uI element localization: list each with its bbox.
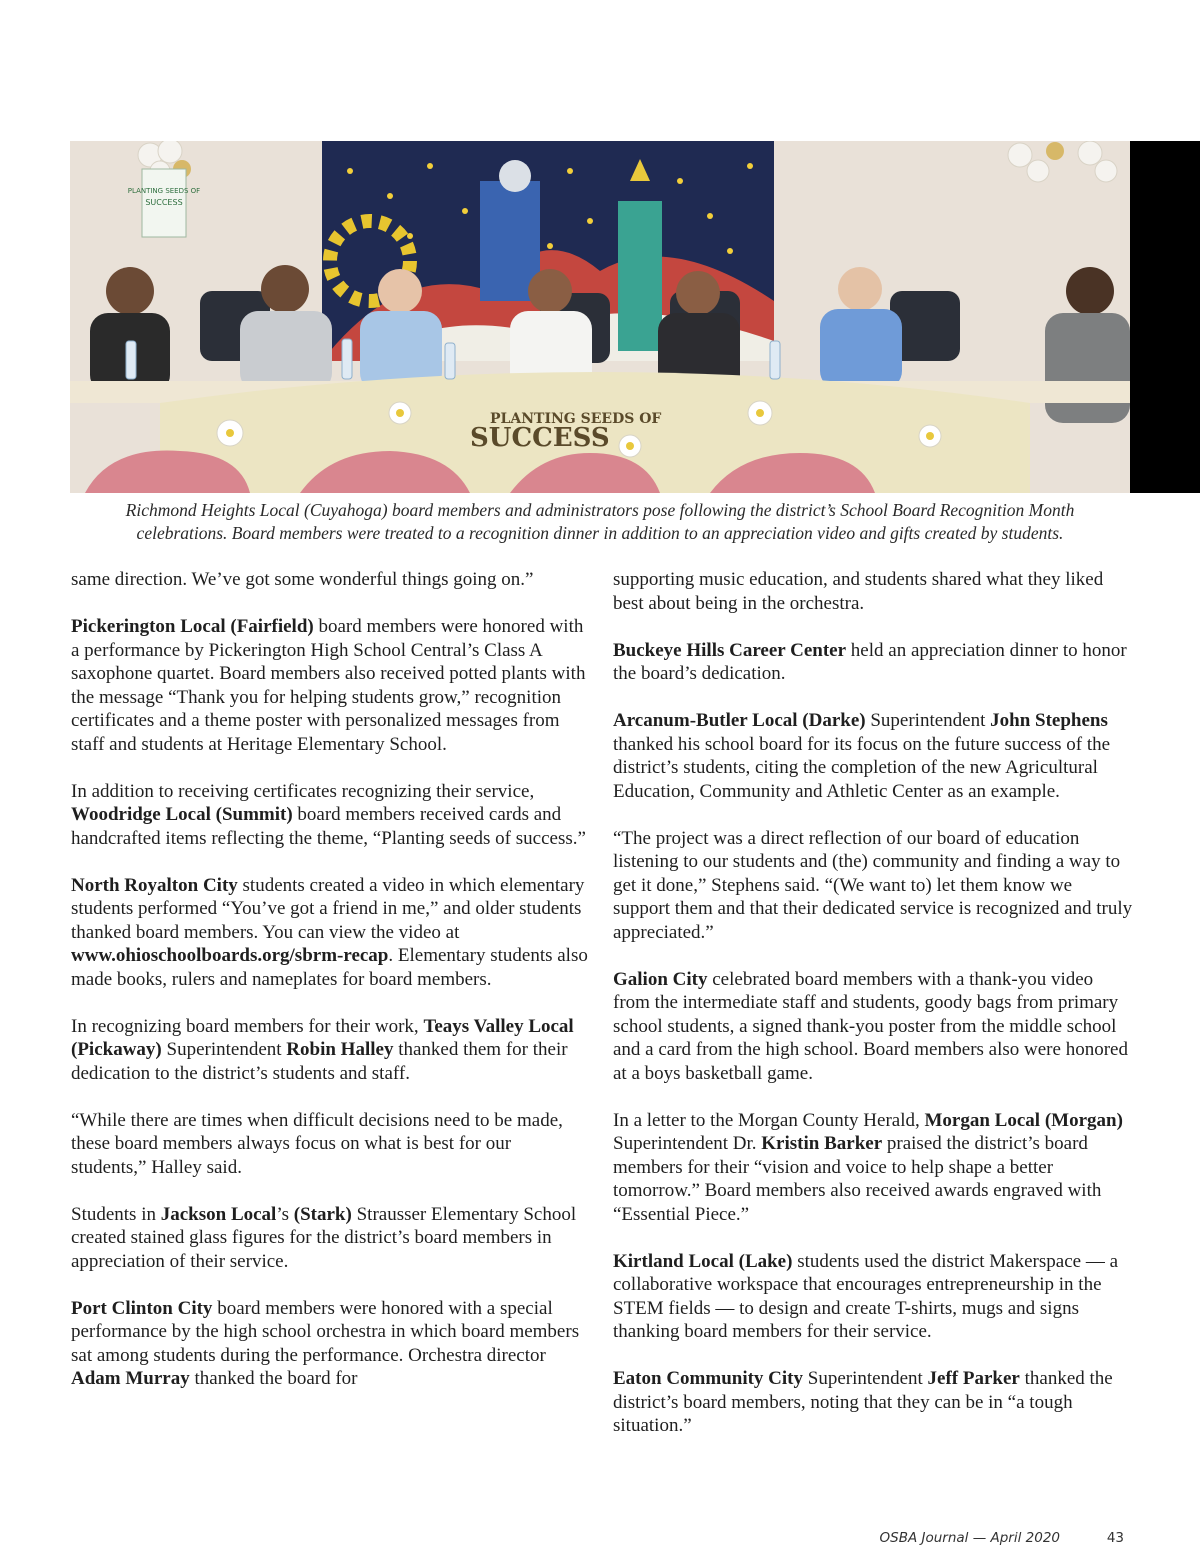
person-name: Kristin Barker — [761, 1133, 883, 1154]
paragraph-text: board members were honored with a special performance by the high school orchestra in which board members sat among students during the performance. Orchestra director — [71, 1297, 580, 1366]
person-name: Jeff Parker — [927, 1368, 1020, 1389]
paragraph-port-clinton — [71, 1297, 591, 1391]
desk-text-line1: PLANTING SEEDS OF — [490, 411, 662, 427]
board-photo — [70, 141, 1130, 493]
paragraph-north-royalton — [71, 874, 591, 992]
district-name: Pickerington Local (Fairfield) — [71, 616, 314, 637]
district-name: Arcanum-Butler Local (Darke) — [613, 710, 866, 731]
paragraph-jackson — [71, 1203, 591, 1274]
caption-line-1: Richmond Heights Local (Cuyahoga) board members and administrators pose following the district’s School Board Recognition Month — [125, 500, 1075, 520]
district-name: Morgan Local (Morgan) — [924, 1109, 1123, 1131]
paragraph-text: Superintendent — [803, 1368, 928, 1389]
paragraph-text: “While there are times when difficult decisions need to be made, these board members always focus on what is best for our students,” Halley said. — [71, 1109, 563, 1178]
paragraph-text: praised the district’s board members for their “vision and voice to help shape a better tomorrow.” Board members also received awards engraved with “Essential Piece.” — [613, 1133, 1102, 1225]
page-footer — [700, 1530, 1130, 1552]
district-name: Jackson Local — [160, 1203, 277, 1225]
paragraph — [71, 568, 591, 592]
paragraph-text: In a letter to the Morgan County Herald, — [613, 1109, 925, 1131]
paragraph-halley-quote — [71, 1109, 591, 1180]
district-name: Eaton Community City — [613, 1368, 804, 1389]
person-name: Robin Halley — [286, 1039, 394, 1060]
district-name: Port Clinton City — [71, 1297, 213, 1319]
paragraph-teays-valley — [71, 1015, 591, 1086]
paragraph-pickerington — [71, 615, 591, 756]
paragraph-text: In addition to receiving certificates recognizing their service, — [71, 780, 535, 802]
right-column — [613, 568, 1133, 1461]
paragraph-text: celebrated board members with a thank-you video from the intermediate staff and students, goody bags from primary school students, a signed thank-you poster from the middle school and a card from the high school. Board members also were honored at a boys basketball game. — [613, 968, 1128, 1084]
district-name: North Royalton City — [71, 874, 238, 896]
paragraph-arcanum-butler — [613, 709, 1133, 803]
board-photo-illustration — [70, 141, 1130, 493]
recap-link[interactable]: www.ohioschoolboards.org/sbrm-recap — [71, 945, 389, 966]
paragraph-text: thanked the district’s board members, noting that they can be in “a tough situation.” — [613, 1368, 1113, 1436]
page-number: 43 — [1106, 1530, 1124, 1546]
paragraph-text: thanked his school board for its focus on the future success of the district’s students, citing the completion of the new Agricultural Education, Community and Athletic Center as an example. — [613, 733, 1111, 802]
district-name: Kirtland Local (Lake) — [613, 1250, 793, 1272]
district-name: Teays Valley Local (Pickaway) — [71, 1015, 574, 1060]
paragraph-morgan — [613, 1109, 1133, 1227]
paragraph — [613, 568, 1133, 615]
poster-text-line2: SUCCESS — [145, 198, 183, 207]
poster-text-line1: PLANTING SEEDS OF — [127, 187, 201, 195]
paragraph-text: Superintendent — [865, 710, 991, 731]
paragraph-text: . Elementary students also made books, rulers and nameplates for board members. — [71, 945, 588, 990]
person-name: John Stephens — [990, 710, 1108, 731]
paragraph-buckeye-hills — [613, 639, 1133, 686]
paragraph-text: Superintendent Dr. — [613, 1133, 762, 1154]
paragraph-eaton — [613, 1367, 1133, 1438]
photo-caption — [70, 499, 1130, 545]
paragraph-text: Superintendent — [161, 1039, 287, 1060]
journal-title: OSBA Journal — April 2020 — [879, 1530, 1060, 1546]
paragraph-text: Students in — [71, 1203, 161, 1225]
district-name: Woodridge Local (Summit) — [71, 804, 293, 825]
paragraph-text: held an appreciation dinner to honor the board’s dedication. — [613, 639, 1127, 684]
paragraph-text: board members received cards and handcrafted items reflecting the theme, “Planting seeds of success.” — [71, 804, 586, 849]
paragraph-text: same direction. We’ve got some wonderful things going on.” — [71, 569, 534, 590]
paragraph-text: In recognizing board members for their work, — [71, 1015, 424, 1037]
paragraph-text: thanked the board for — [189, 1368, 358, 1389]
paragraph-text: students created a video in which elementary students performed “You’ve got a friend in me,” and older students thanked board members. You can view the video at — [71, 874, 585, 943]
paragraph-text: Strausser Elementary School created stained glass figures for the district’s board members in appreciation of their service. — [71, 1203, 577, 1272]
paragraph-text: “The project was a direct reflection of our board of education listening to our students and (the) community and finding a way to get it done,” Stephens said. “(We want to) let them know we support them and that their dedicated service is recognized and truly appreciated.” — [613, 827, 1133, 943]
paragraph-stephens-quote — [613, 827, 1133, 945]
district-name: Buckeye Hills Career Center — [613, 639, 847, 661]
left-column — [71, 568, 591, 1414]
page-edge-tab — [1130, 141, 1200, 493]
paragraph-text: students used the district Makerspace — a collaborative workspace that encourages entrepreneurship in the STEM fields — to design and create T-shirts, mugs and signs thanking board members for their service. — [613, 1250, 1119, 1342]
paragraph-galion — [613, 968, 1133, 1086]
paragraph-text: supporting music education, and students shared what they liked best about being in the orchestra. — [613, 569, 1104, 614]
paragraph-woodridge — [71, 780, 591, 851]
person-name: Adam Murray — [71, 1368, 190, 1389]
caption-line-2: celebrations. Board members were treated to a recognition dinner in addition to an appreciation video and gifts created by students. — [136, 523, 1064, 543]
paragraph-kirtland — [613, 1250, 1133, 1344]
district-name: Galion City — [613, 968, 708, 990]
desk-text-line2: SUCCESS — [470, 423, 610, 453]
paragraph-text: ’s — [276, 1203, 294, 1225]
paragraph-text: thanked them for their dedication to the district’s students and staff. — [71, 1039, 568, 1084]
county-name: (Stark) — [293, 1203, 352, 1225]
paragraph-text: board members were honored with a performance by Pickerington High School Central’s Class A saxophone quartet. Board members also received potted plants with the message “Thank you for helping students grow,” recognition certificates and a theme poster with personalized messages from staff and students at Heritage Elementary School. — [71, 616, 586, 755]
